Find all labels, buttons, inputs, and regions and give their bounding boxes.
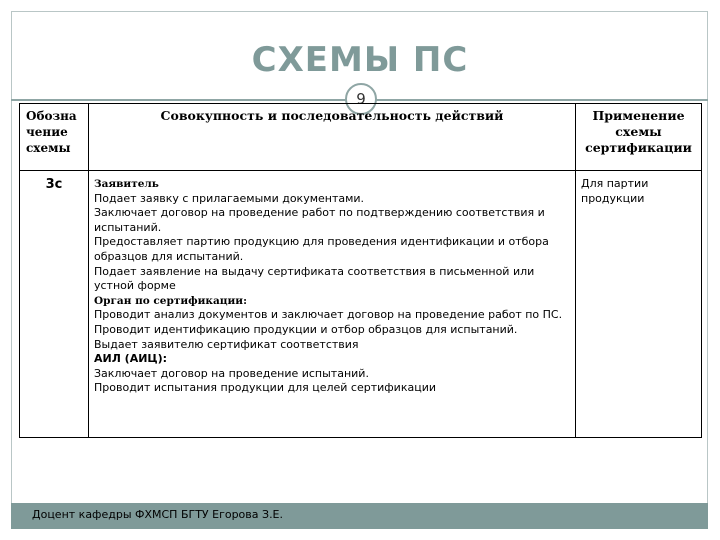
action-line: Проводит анализ документов и заключает договор на проведение работ по ПС. (94, 308, 563, 322)
header-application: Применение схемы сертификации (576, 104, 702, 171)
table-header-row (20, 104, 702, 171)
footer-author: Доцент кафедры ФХМСП БГТУ Егорова З.Е. (32, 508, 284, 521)
table-row (20, 171, 702, 438)
action-line: Выдает заявителю сертификат соответствия (94, 337, 359, 351)
certification-scheme-table (19, 103, 702, 438)
section-heading-applicant: Заявитель (94, 178, 159, 190)
action-line: Предоставляет партию продукцию для проведения идентификации и отбора образцов для испытаний. (94, 235, 549, 263)
action-line: Подает заявление на выдачу сертификата соответствия в письменной или устной форме (94, 264, 535, 293)
header-actions: Совокупность и последовательность действий (89, 104, 576, 171)
slide-title: СХЕМЫ ПС (251, 40, 469, 80)
section-heading-lab: АИЛ (АИЦ): (94, 352, 168, 366)
page-number-badge: 9 (345, 83, 377, 115)
scheme-code: 3с (20, 171, 89, 438)
action-line: Проводит испытания продукции для целей сертификации (94, 381, 437, 395)
action-line: Проводит идентификацию продукции и отбор образцов для испытаний. (94, 322, 518, 336)
header-designation: Обозна чение схемы (20, 104, 89, 171)
application-cell: Для партии продукции (576, 171, 702, 438)
action-line: Заключает договор на проведение испытаний. (94, 366, 369, 380)
action-line: Заключает договор на проведение работ по подтверждению соответствия и испытаний. (94, 206, 545, 234)
action-line: Подает заявку с прилагаемыми документами. (94, 191, 365, 205)
section-heading-certification-body: Орган по сертификации: (94, 294, 247, 307)
actions-cell (89, 171, 576, 438)
